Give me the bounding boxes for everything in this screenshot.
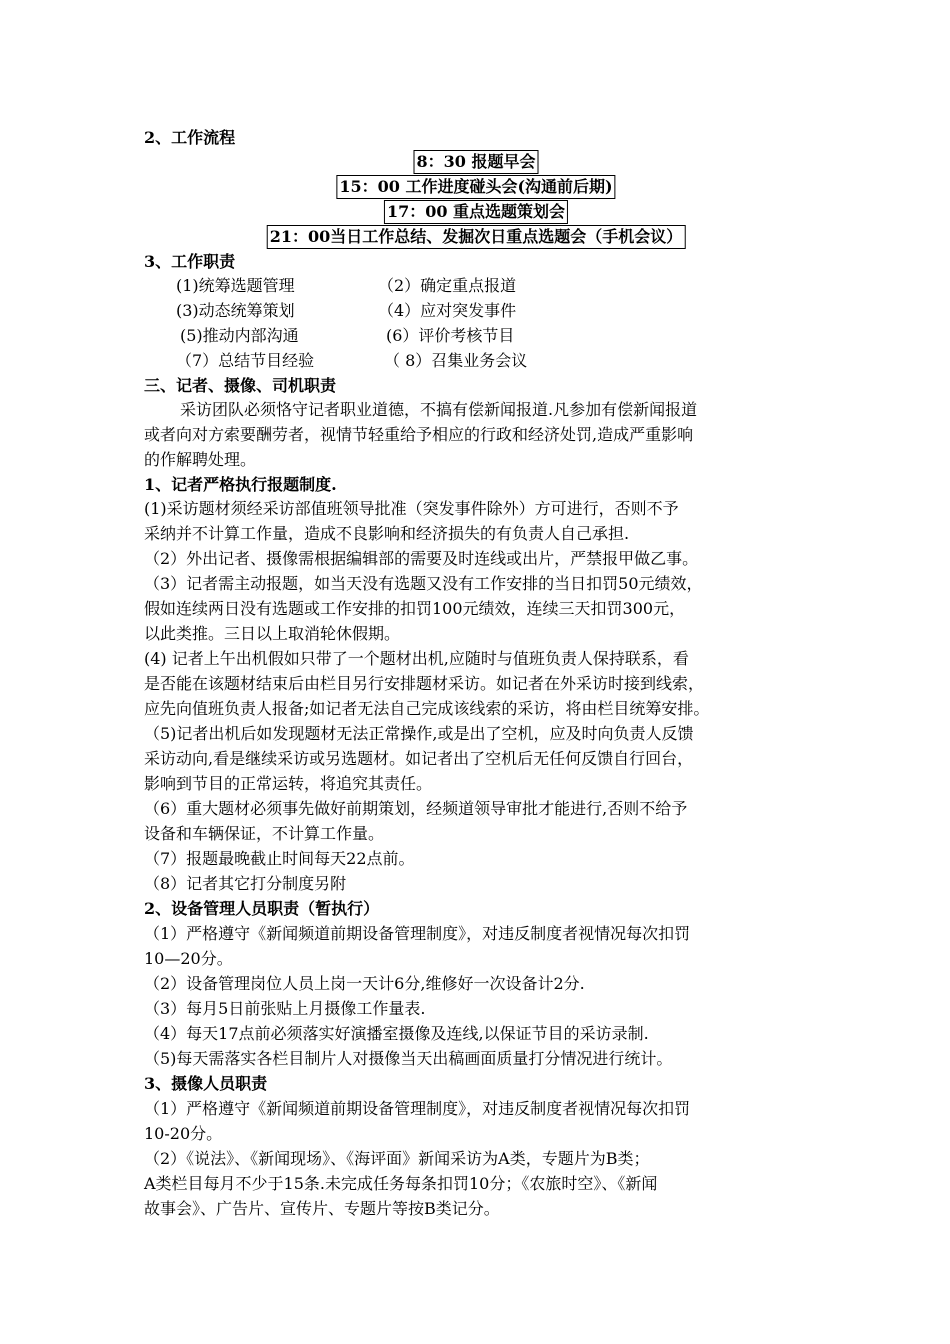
intro-line: 或者向对方索要酬劳者，视情节轻重给予相应的行政和经济处罚,造成严重影响 bbox=[144, 425, 694, 444]
equipment-line: （1）严格遵守《新闻频道前期设备管理制度》，对违反制度者视情况每次扣罚 bbox=[144, 924, 691, 943]
workflow-box-2: 15：00 工作进度碰头会(沟通前后期) bbox=[336, 175, 615, 199]
camera-heading: 3、摄像人员职责 bbox=[144, 1074, 268, 1093]
reporter-line: 假如连续两日没有选题或工作安排的扣罚100元绩效，连续三天扣罚300元， bbox=[144, 599, 686, 618]
section3-heading: 三、记者、摄像、司机职责 bbox=[144, 376, 337, 395]
duty-item: （ 8）召集业务会议 bbox=[384, 351, 528, 370]
duty-item: （7）总结节目经验 bbox=[176, 351, 315, 370]
workflow-box-4: 21：00当日工作总结、发掘次日重点选题会（手机会议） bbox=[267, 225, 686, 249]
reporter-line: 以此类推。三日以上取消轮休假期。 bbox=[144, 624, 401, 643]
reporter-line: （7）报题最晚截止时间每天22点前。 bbox=[144, 849, 415, 868]
duty-item: (1)统筹选题管理 bbox=[176, 276, 295, 295]
reporter-line: （6）重大题材必须事先做好前期策划，经频道领导审批才能进行,否则不给予 bbox=[144, 799, 688, 818]
equipment-line: （2）设备管理岗位人员上岗一天计6分,维修好一次设备计2分. bbox=[144, 974, 585, 993]
equipment-line: （5)每天需落实各栏目制片人对摄像当天出稿画面质量打分情况进行统计。 bbox=[144, 1049, 673, 1068]
equipment-line: 10—20分。 bbox=[144, 949, 233, 968]
camera-line: 故事会》、广告片、宣传片、专题片等按B类记分。 bbox=[144, 1199, 500, 1218]
reporter-line: 是否能在该题材结束后由栏目另行安排题材采访。如记者在外采访时接到线索， bbox=[144, 674, 705, 693]
reporter-line: （5)记者出机后如发现题材无法正常操作,或是出了空机，应及时向负责人反馈 bbox=[144, 724, 694, 743]
workflow-heading: 2、工作流程 bbox=[144, 128, 236, 147]
duty-item: (6）评价考核节目 bbox=[386, 326, 515, 345]
duty-item: （2）确定重点报道 bbox=[378, 276, 517, 295]
camera-line: （1）严格遵守《新闻频道前期设备管理制度》，对违反制度者视情况每次扣罚 bbox=[144, 1099, 691, 1118]
reporter-line: （8）记者其它打分制度另附 bbox=[144, 874, 347, 893]
intro-line: 采访团队必须恪守记者职业道德，不搞有偿新闻报道.凡参加有偿新闻报道 bbox=[180, 400, 698, 419]
equipment-line: （4）每天17点前必须落实好演播室摄像及连线,以保证节目的采访录制. bbox=[144, 1024, 649, 1043]
reporter-line: （3）记者需主动报题，如当天没有选题又没有工作安排的当日扣罚50元绩效， bbox=[144, 574, 703, 593]
reporter-line: 采纳并不计算工作量，造成不良影响和经济损失的有负责人自己承担. bbox=[144, 524, 630, 543]
workflow-box-3: 17：00 重点选题策划会 bbox=[384, 200, 568, 224]
reporter-line: 影响到节目的正常运转，将追究其责任。 bbox=[144, 774, 433, 793]
equipment-line: （3）每月5日前张贴上月摄像工作量表. bbox=[144, 999, 426, 1018]
reporter-line: (4) 记者上午出机假如只带了一个题材出机,应随时与值班负责人保持联系，看 bbox=[144, 649, 689, 668]
camera-line: 10-20分。 bbox=[144, 1124, 223, 1143]
reporter-line: 设备和车辆保证，不计算工作量。 bbox=[144, 824, 385, 843]
reporter-line: 采访动向,看是继续采访或另选题材。如记者出了空机后无任何反馈自行回台， bbox=[144, 749, 694, 768]
reporter-line: （2）外出记者、摄像需根据编辑部的需要及时连线或出片，严禁报甲做乙事。 bbox=[144, 549, 699, 568]
duty-item: (3)动态统筹策划 bbox=[176, 301, 295, 320]
workflow-box-1: 8：30 报题早会 bbox=[414, 150, 539, 174]
intro-line: 的作解聘处理。 bbox=[144, 450, 257, 469]
camera-line: A类栏目每月不少于15条.未完成任务每条扣罚10分；《农旅时空》、《新闻 bbox=[144, 1174, 658, 1193]
duty-item: （4）应对突发事件 bbox=[378, 301, 517, 320]
reporter-line: (1)采访题材须经采访部值班领导批准（突发事件除外）方可进行，否则不予 bbox=[144, 499, 679, 518]
equipment-heading: 2、设备管理人员职责（暂执行） bbox=[144, 899, 380, 918]
camera-line: （2）《说法》、《新闻现场》、《海评面》新闻采访为A类，专题片为B类； bbox=[144, 1149, 650, 1168]
reporter-heading: 1、记者严格执行报题制度. bbox=[144, 475, 337, 494]
duties-heading: 3、工作职责 bbox=[144, 252, 236, 271]
reporter-line: 应先向值班负责人报备;如记者无法自己完成该线索的采访，将由栏目统筹安排。 bbox=[144, 699, 710, 718]
duty-item: (5)推动内部沟通 bbox=[180, 326, 299, 345]
